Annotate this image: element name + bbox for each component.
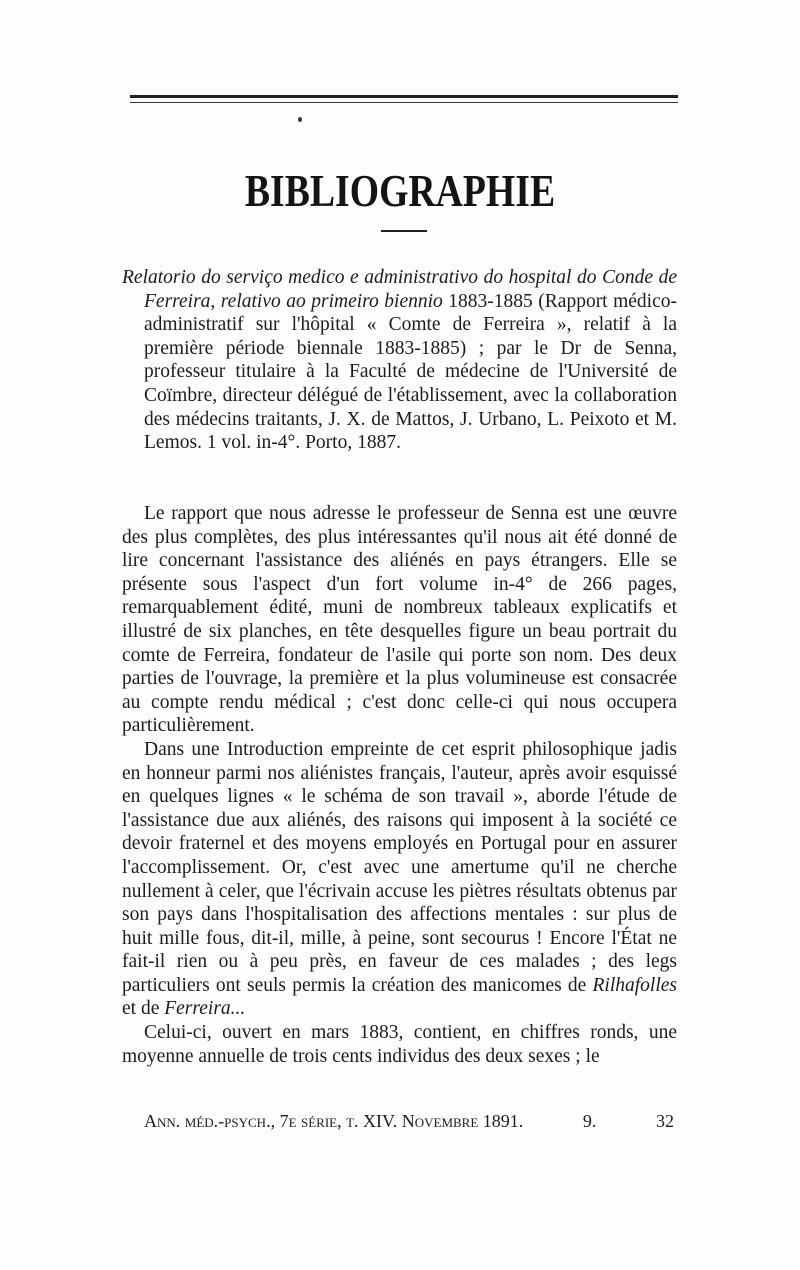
bibliography-details: 1883-1885 (Rapport médico-administratif sur l'hôpital « Comte de Ferreira », relatif à la première période biennale 1883-1885) ; par le Dr de Senna, professeur titulaire à la Faculté de médecine de l'Université de Coïmbre, directeur délégué de l'établissement, avec la collaboration des médecins traitants, J. X. de Mattos, J. Urbano, L. Peixoto et M. Lemos. 1 vol. in-4°. Porto, 1887.: [144, 290, 677, 454]
page-number: 32: [655, 1111, 674, 1131]
page-footer: [144, 1110, 674, 1132]
top-rule-thick: [130, 95, 678, 98]
journal-reference: Ann. méd.-psych., 7e série, t. XIV. Novembre 1891.: [144, 1111, 524, 1131]
place-rilhafolles: Rilhafolles: [592, 974, 677, 996]
section-title: BIBLIOGRAPHIE: [244, 165, 556, 216]
paragraph-2-mid: et de: [122, 998, 165, 1020]
paragraph-1: Le rapport que nous adresse le professeur de Senna est une œuvre des plus complètes, des plus intéressantes qu'il nous ait été donné de lire concernant l'assistance des aliénés en pays étrangers. Elle se présente sous l'aspect d'un fort volume in-4° de 266 pages, remarquablement édité, muni de nombreux tableaux explicatifs et illustré de six planches, en tête desquelles figure un beau portrait du comte de Ferreira, fondateur de l'asile qui porte son nom. Des deux parties de l'ouvrage, la première et la plus volumineuse est consacrée au compte rendu médical ; c'est donc celle-ci qui nous occupera particulièrement.: [122, 503, 677, 737]
ornament-dot: [298, 117, 302, 122]
body-text: [122, 502, 677, 1068]
paragraph-2: [122, 738, 677, 1021]
top-rule-thin: [130, 102, 678, 103]
paragraph-2-text: Dans une Introduction empreinte de cet esprit philosophique jadis en honneur parmi nos aliénistes français, l'auteur, après avoir esquissé en quelques lignes « le schéma de son travail », aborde l'étude de l'assistance due aux aliénés, des raisons qui imposent à la société ce devoir fraternel et des moyens employés en Portugal pour en assurer l'accomplissement. Or, c'est avec une amertume qu'il ne cherche nullement à celer, que l'écrivain accuse les piètres résultats obtenus par son pays dans l'hospitalisation des affections mentales : sur plus de huit mille fous, dit-il, mille, à peine, sont secourus ! Encore l'État ne fait-il rien ou à peu près, en faveur de ces malades ; des legs particuliers ont seuls permis la création des manicomes de: [122, 738, 677, 996]
signature-mark: 9.: [582, 1111, 597, 1131]
paragraph-3: Celui-ci, ouvert en mars 1883, contient, en chiffres ronds, une moyenne annuelle de trois cents individus des deux sexes ; le: [122, 1022, 677, 1067]
bibliography-paragraph: [122, 266, 677, 455]
bibliography-title: Relatorio do serviço medico e administrativo do hospital do Conde de Ferreira, relativo ao primeiro biennio: [122, 267, 677, 312]
bibliography-entry: [122, 266, 677, 455]
place-ferreira: Ferreira...: [164, 998, 246, 1020]
title-rule: [381, 230, 427, 232]
